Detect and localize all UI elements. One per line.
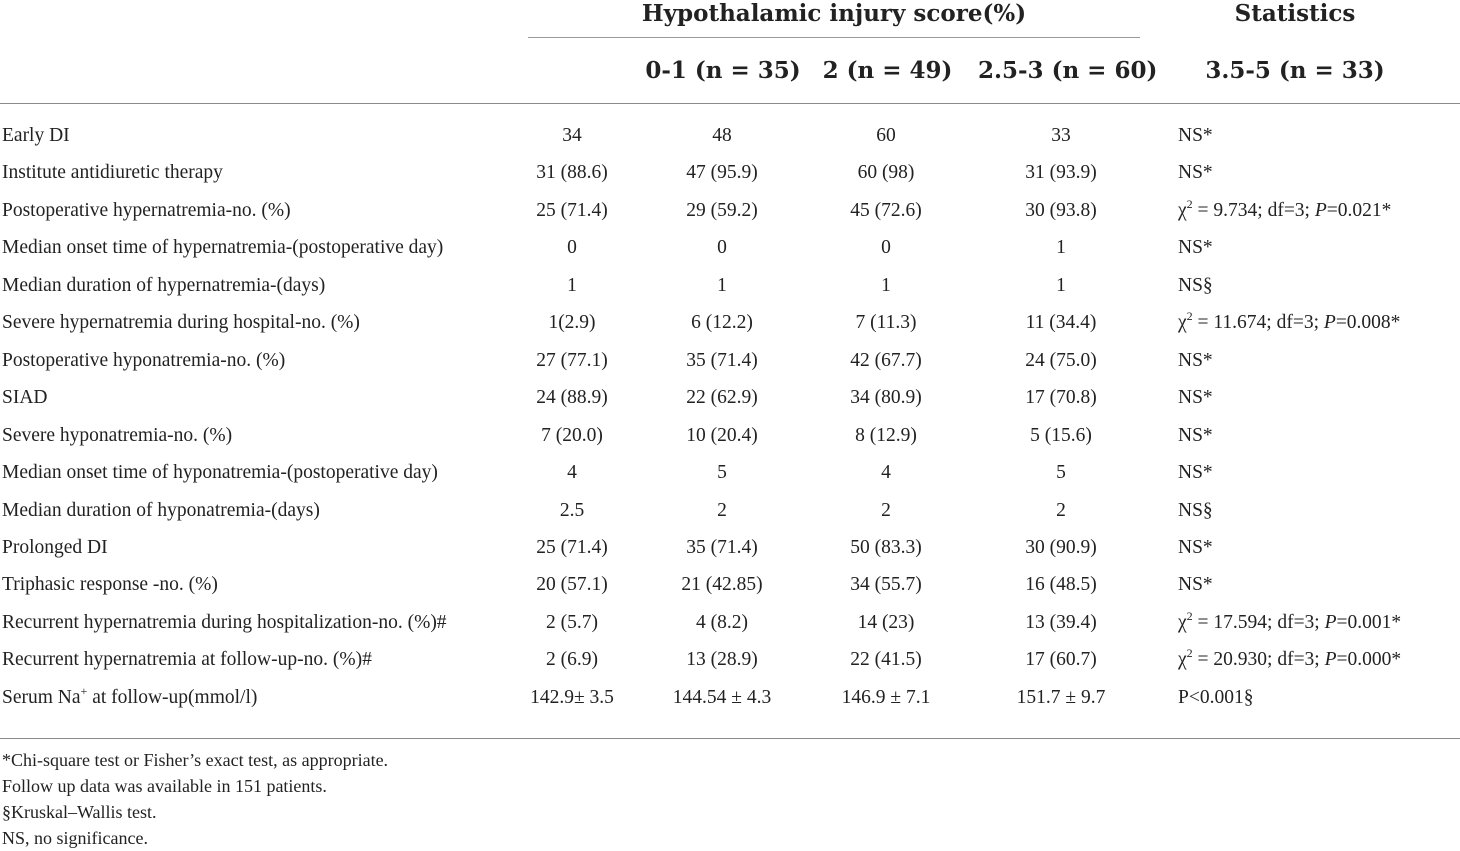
superscript: + (80, 683, 88, 698)
statistics-cell: NS§ (1178, 499, 1213, 521)
statistics-cell (1178, 641, 1401, 680)
value-cell: 31 (88.6) (536, 162, 608, 184)
chi-symbol: χ (1178, 199, 1187, 221)
value-cell: 47 (95.9) (686, 162, 758, 184)
value-cell: 42 (67.7) (850, 349, 922, 371)
value-cell: 34 (80.9) (850, 387, 922, 409)
value-cell: 142.9± 3.5 (530, 686, 614, 708)
value-cell: 21 (42.85) (681, 574, 763, 596)
p-symbol: P (1323, 312, 1336, 334)
row-label: Early DI (2, 125, 70, 146)
value-cell: 24 (88.9) (536, 387, 608, 409)
value-cell: 17 (70.8) (1025, 387, 1097, 409)
table-row (0, 604, 1460, 641)
value-cell: 0 (717, 237, 727, 259)
statistics-cell (1178, 304, 1400, 343)
value-cell: 27 (77.1) (536, 349, 608, 371)
value-cell: 1 (1056, 274, 1066, 296)
footnote: NS, no significance. (2, 828, 148, 848)
table-row (0, 641, 1460, 678)
value-cell: 8 (12.9) (855, 424, 917, 446)
table-bottom-rule (0, 738, 1460, 739)
statistics-cell: NS* (1178, 387, 1213, 409)
statistics-cell: NS* (1178, 462, 1213, 484)
value-cell: 5 (717, 462, 727, 484)
table-row (0, 417, 1460, 454)
value-cell: 50 (83.3) (850, 536, 922, 558)
value-cell: 25 (71.4) (536, 199, 608, 221)
statistics-cell: NS* (1178, 424, 1213, 446)
value-cell: 20 (57.1) (536, 574, 608, 596)
col-header-2: 2 (n = 49) (822, 57, 953, 84)
row-label-text: Serum Na (2, 686, 81, 708)
chi-symbol: χ (1178, 312, 1187, 334)
stats-header: Statistics (1234, 0, 1356, 27)
stat-text: =0.000* (1336, 649, 1402, 671)
value-cell: 2.5 (559, 499, 585, 521)
header-rule (0, 103, 1460, 104)
value-cell: 35 (71.4) (686, 536, 758, 558)
table-row (0, 492, 1460, 529)
value-cell: 2 (1056, 499, 1066, 521)
table-row (0, 454, 1460, 491)
table-row (0, 342, 1460, 379)
row-label: Institute antidiuretic therapy (2, 162, 223, 184)
value-cell: 1 (717, 274, 727, 296)
statistics-cell: NS* (1178, 574, 1213, 596)
value-cell: 1 (1056, 237, 1066, 259)
col-header-0-1: 0-1 (n = 35) (645, 57, 801, 84)
row-label: Prolonged DI (2, 536, 108, 558)
row-label: Postoperative hypernatremia-no. (%) (2, 199, 291, 221)
table-row (0, 379, 1460, 416)
value-cell: 5 (1056, 462, 1066, 484)
p-symbol: P (1324, 611, 1337, 633)
p-symbol: P (1314, 199, 1327, 221)
row-label: Severe hyponatremia-no. (%) (2, 424, 233, 446)
row-label (2, 679, 257, 718)
stat-text: = 11.674; df=3; (1192, 312, 1324, 334)
statistics-cell: P<0.001§ (1178, 686, 1254, 708)
chi-symbol: χ (1178, 649, 1187, 671)
value-cell: 17 (60.7) (1025, 649, 1097, 671)
superscript: 2 (1186, 196, 1193, 211)
value-cell: 34 (55.7) (850, 574, 922, 596)
row-label: Recurrent hypernatremia at follow-up-no. (%)# (2, 649, 372, 671)
row-label: SIAD (2, 387, 48, 409)
p-symbol: P (1324, 649, 1337, 671)
value-cell: 30 (93.8) (1025, 199, 1097, 221)
value-cell: 60 (98) (857, 162, 915, 184)
row-label: Median onset time of hypernatremia-(postoperative day) (2, 237, 444, 259)
statistics-cell: NS§ (1178, 274, 1213, 296)
stat-text: =0.008* (1335, 312, 1401, 334)
group-header: Hypothalamic injury score(%) (641, 0, 1027, 27)
value-cell: 60 (876, 125, 896, 146)
table-row (0, 154, 1460, 191)
value-cell: 5 (15.6) (1030, 424, 1092, 446)
value-cell: 1 (567, 274, 577, 296)
table-row (0, 566, 1460, 603)
footnote: Follow up data was available in 151 patients. (2, 776, 327, 796)
statistics-cell: NS* (1178, 536, 1213, 558)
col-header-3.5-5: 3.5-5 (n = 33) (1205, 57, 1385, 84)
value-cell: 4 (8.2) (696, 611, 748, 633)
statistics-cell: NS* (1178, 349, 1213, 371)
value-cell: 48 (712, 125, 732, 146)
table-row (0, 529, 1460, 566)
row-label: Median duration of hyponatremia-(days) (2, 499, 320, 521)
value-cell: 7 (20.0) (541, 424, 603, 446)
value-cell: 0 (567, 237, 577, 259)
table-row (0, 229, 1460, 266)
value-cell: 4 (881, 462, 891, 484)
footnote: §Kruskal–Wallis test. (2, 802, 157, 822)
stat-text: =0.021* (1326, 199, 1392, 221)
statistics-cell (1178, 192, 1391, 231)
value-cell: 0 (881, 237, 891, 259)
value-cell: 146.9 ± 7.1 (841, 686, 931, 708)
row-label: Median onset time of hyponatremia-(postoperative day) (2, 462, 438, 484)
group-header-rule (528, 37, 1140, 38)
footnote: *Chi-square test or Fisher’s exact test, as appropriate. (2, 750, 389, 770)
value-cell: 144.54 ± 4.3 (672, 686, 772, 708)
table-row (0, 304, 1460, 341)
stat-text: = 9.734; df=3; (1192, 199, 1315, 221)
col-header-2.5-3: 2.5-3 (n = 60) (978, 57, 1158, 84)
value-cell: 11 (34.4) (1025, 312, 1097, 334)
row-label: Triphasic response -no. (%) (2, 574, 218, 596)
superscript: 2 (1186, 646, 1193, 661)
value-cell: 29 (59.2) (686, 199, 758, 221)
stat-text: = 17.594; df=3; (1192, 611, 1325, 633)
value-cell: 45 (72.6) (850, 199, 922, 221)
value-cell: 30 (90.9) (1025, 536, 1097, 558)
superscript: 2 (1186, 309, 1193, 324)
value-cell: 6 (12.2) (691, 312, 753, 334)
value-cell: 10 (20.4) (686, 424, 758, 446)
statistics-cell: NS* (1178, 237, 1213, 259)
value-cell: 31 (93.9) (1025, 162, 1097, 184)
value-cell: 2 (6.9) (546, 649, 598, 671)
value-cell: 151.7 ± 9.7 (1016, 686, 1106, 708)
value-cell: 2 (5.7) (546, 611, 598, 633)
value-cell: 35 (71.4) (686, 349, 758, 371)
row-label: Median duration of hypernatremia-(days) (2, 274, 326, 296)
value-cell: 13 (39.4) (1025, 611, 1097, 633)
row-label: Recurrent hypernatremia during hospitalization-no. (%)# (2, 611, 447, 633)
row-label: Severe hypernatremia during hospital-no. (%) (2, 312, 360, 334)
value-cell: 2 (881, 499, 891, 521)
value-cell: 22 (41.5) (850, 649, 922, 671)
value-cell: 24 (75.0) (1025, 349, 1097, 371)
value-cell: 7 (11.3) (855, 312, 917, 334)
row-label-text: at follow-up(mmol/l) (87, 686, 258, 708)
value-cell: 34 (562, 125, 582, 146)
value-cell: 1(2.9) (548, 312, 596, 334)
statistics-cell: NS* (1178, 125, 1213, 146)
value-cell: 14 (23) (857, 611, 915, 633)
table-row (0, 679, 1460, 716)
value-cell: 4 (567, 462, 577, 484)
statistics-cell: NS* (1178, 162, 1213, 184)
value-cell: 1 (881, 274, 891, 296)
table-row (0, 192, 1460, 229)
stat-text: = 20.930; df=3; (1192, 649, 1325, 671)
table-row (0, 267, 1460, 304)
value-cell: 13 (28.9) (686, 649, 758, 671)
chi-symbol: χ (1178, 611, 1187, 633)
table-row (0, 117, 1460, 154)
statistics-cell (1178, 604, 1401, 643)
value-cell: 16 (48.5) (1025, 574, 1097, 596)
value-cell: 22 (62.9) (686, 387, 758, 409)
value-cell: 2 (717, 499, 727, 521)
value-cell: 25 (71.4) (536, 536, 608, 558)
superscript: 2 (1186, 608, 1193, 623)
value-cell: 33 (1051, 125, 1071, 146)
stat-text: =0.001* (1336, 611, 1402, 633)
row-label: Postoperative hyponatremia-no. (%) (2, 349, 286, 371)
